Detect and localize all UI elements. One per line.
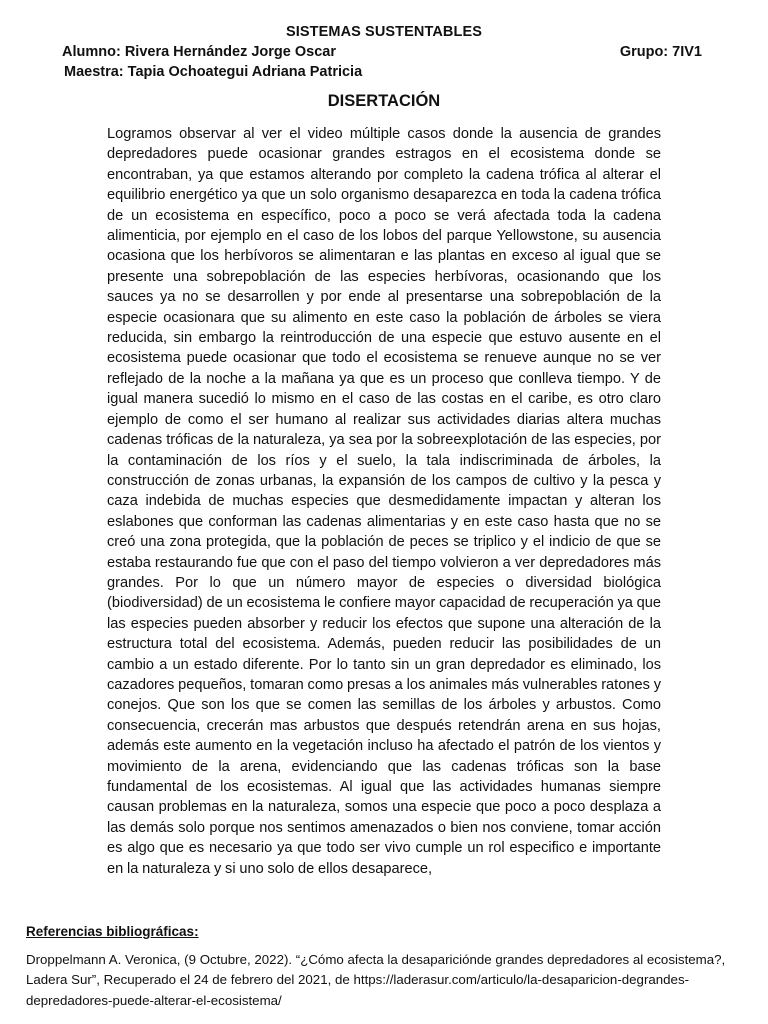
body-paragraph: Logramos observar al ver el video múltiple casos donde la ausencia de grandes depredadores puede ocasionar grandes estragos en el ecosistema donde se encontraban, ya que estamos alterando por completo la cadena trófica al alterar el equilibrio energético ya que un solo organismo desaparezca en toda la cadena trófica de un ecosistema en específico, poco a poco se verá afectada toda la cadena alimenticia, por ejemplo en el caso de los lobos del parque Yellowstone, su ausencia ocasiona que los herbívoros se alimentaran e las plantas en exceso al igual que se presente una sobrepoblación de las especies herbívoras, ocasionando que los sauces ya no se desarrollen y por ende al presentarse una sobrepoblación de la especie ocasionara que su alimento en este caso la población de árboles se viera reducida, sin embargo la reintroducción de una especie que estuvo ausente en el ecosistema puede ocasionar que todo el ecosistema se renueve aunque no se ver reflejado de la noche a la mañana ya que es un proceso que conlleva tiempo. Y de igual manera sucedió lo mismo en el caso de las costas en el caribe, es otro claro ejemplo de como el ser humano al realizar sus actividades diarias altera muchas cadenas tróficas de la naturaleza, ya sea por la sobreexplotación de las especies, por la contaminación de los ríos y el suelo, la tala indiscriminada de árboles, la construcción de zonas urbanas, la expansión de los campos de cultivo y la pesca y caza indebida de muchas especies que desmedidamente impactan y alteran los eslabones que conforman las cadenas alimentarias y en este caso hasta que no se creó una zona protegida, que la población de peces se triplico y el indicio de que se estaba restaurando fue que con el paso del tiempo volvieron a ver depredadores más grandes. Por lo que un número mayor de especies o diversidad biológica (biodiversidad) de un ecosistema le confiere mayor capacidad de recuperación ya que las especies pueden absorber y reducir los efectos que supone una alteración de la estructura total del ecosistema. Además, pueden reducir las posibilidades de un cambio a un estado diferente. Por lo tanto sin un gran depredador es eliminado, los cazadores pequeños, tomaran como presas a los animales más vulnerables ratones y conejos. Que son los que se comen las semillas de los árboles y arbustos. Como consecuencia, crecerán mas arbustos que después retendrán arena en sus hojas, además este aumento en la vegetación incluso ha afectado el patrón de los vientos y movimiento de la arena, evidenciando que las cadenas tróficas son la base fundamental de los ecosistemas. Al igual que las actividades humanas siempre causan problemas en la naturaleza, somos una especie que poco a poco desplaza a las demás solo porque nos sentimos amenazados o bien nos conviene, tomar acción es algo que es necesario ya que todo ser vivo cumple un rol especifico e importante en la naturaleza y si uno solo de ellos desaparece, [107, 126, 662, 877]
subject-title: SISTEMAS SUSTENTABLES [286, 24, 482, 40]
group-label: Grupo: 7IV1 [619, 44, 702, 60]
student-name: Alumno: Rivera Hernández Jorge Oscar [62, 44, 336, 60]
references-heading: Referencias bibliográficas: [26, 924, 199, 939]
reference-entry: Droppelmann A. Veronica, (9 Octubre, 2022). “¿Cómo afecta la desapariciónde grandes depredadores al ecosistema?, Ladera Sur”, Recuperado el 24 de febrero del 2021, de https://laderasur.com/articulo/la-desaparicion-degrandes-depredadores-puede-alterar-el-ecosistema/ [26, 952, 726, 1008]
student-line [62, 44, 702, 60]
teacher-name: Maestra: Tapia Ochoategui Adriana Patricia [64, 64, 363, 80]
document-title: DISERTACIÓN [327, 92, 441, 110]
